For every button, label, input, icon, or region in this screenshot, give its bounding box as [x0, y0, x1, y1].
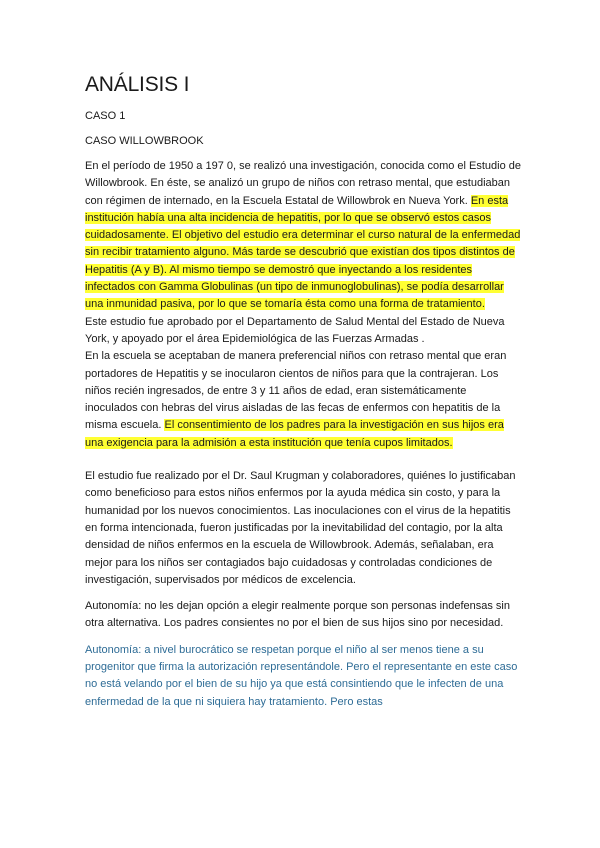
paragraph-school: [85, 348, 521, 452]
paragraph-autonomy-1: Autonomía: no les dejan opción a elegir realmente porque son personas indefensas sin otra alternativa. Los padres consientes no por el bien de sus hijos sino por necesidad.: [85, 600, 510, 630]
intro-text: En el período de 1950 a 197 0, se realizó una investigación, conocida como el Estudio de Willowbrook. En éste, se analizó un grupo de niños con retraso mental, que estudiaban con régimen de internado, en la Escuela Estatal de Willowbrok en Nueva York.: [85, 160, 522, 207]
intro-highlighted-text: En esta institución había una alta incidencia de hepatitis, por lo que se observó estos casos cuidadosamente. El objetivo del estudio era determinar el curso natural de la enfermedad sin recibir tratamiento alguno. Más tarde se descubrió que existían dos tipos distintos de Hepatitis (A y B). Al mismo tiempo se demostró que inyectando a los residentes infectados con Gamma Globulinas (un tipo de inmunoglobulinas), se podía desarrollar una inmunidad pasiva, por lo que se tomaría ésta como una forma de tratamiento.: [85, 194, 521, 311]
paragraph-krugman: El estudio fue realizado por el Dr. Saul Krugman y colaboradores, quiénes lo justificaban como beneficioso para estos niños enfermos por la ayuda médica sin costo, y para la humanidad por los nuevos conocimientos. Las inoculaciones con el virus de la hepatitis en forma intencionada, fueron justificadas por la inevitabilidad del contagio, por la alta densidad de niños enfermos en la escuela de Willowbrook. Además, señalaban, era mejor para los niños ser contagiados bajo cuidadosas y controladas condiciones de investigación, supervisados por médicos de excelencia.: [85, 470, 516, 586]
document-title: ANÁLISIS I: [85, 73, 190, 96]
paragraph-approval: Este estudio fue aprobado por el Departamento de Salud Mental del Estado de Nueva York, y apoyado por el área Epidemiológica de las Fuerzas Armadas .: [85, 315, 505, 345]
school-highlighted-text: El consentimiento de los padres para la investigación en sus hijos era una exigencia para la admisión a esta institución que tenía cupos limitados.: [85, 419, 504, 449]
document-body: [85, 70, 521, 711]
paragraph-autonomy-2: Autonomía: a nivel burocrático se respetan porque el niño al ser menos tiene a su progenitor que firma la autorización representándole. Pero el representante en este caso no está velando por el bien de su hijo ya que está consintiendo que le infecten de una enfermedad de la que ni siquiera hay tratamiento. Pero estas: [85, 643, 518, 708]
paragraph-intro: [85, 158, 521, 314]
case-label: CASO 1: [85, 110, 126, 122]
school-text: En la escuela se aceptaban de manera preferencial niños con retraso mental que eran portadores de Hepatitis y se inocularon cientos de niños para que la contrajeran. Los niños recién ingresados, de entre 3 y 11 años de edad, eran sistemáticamente inoculados con hebras del virus aisladas de las fecas de enfermos con hepatitis de la misma escuela.: [85, 350, 507, 432]
case-name: CASO WILLOWBROOK: [85, 135, 204, 147]
